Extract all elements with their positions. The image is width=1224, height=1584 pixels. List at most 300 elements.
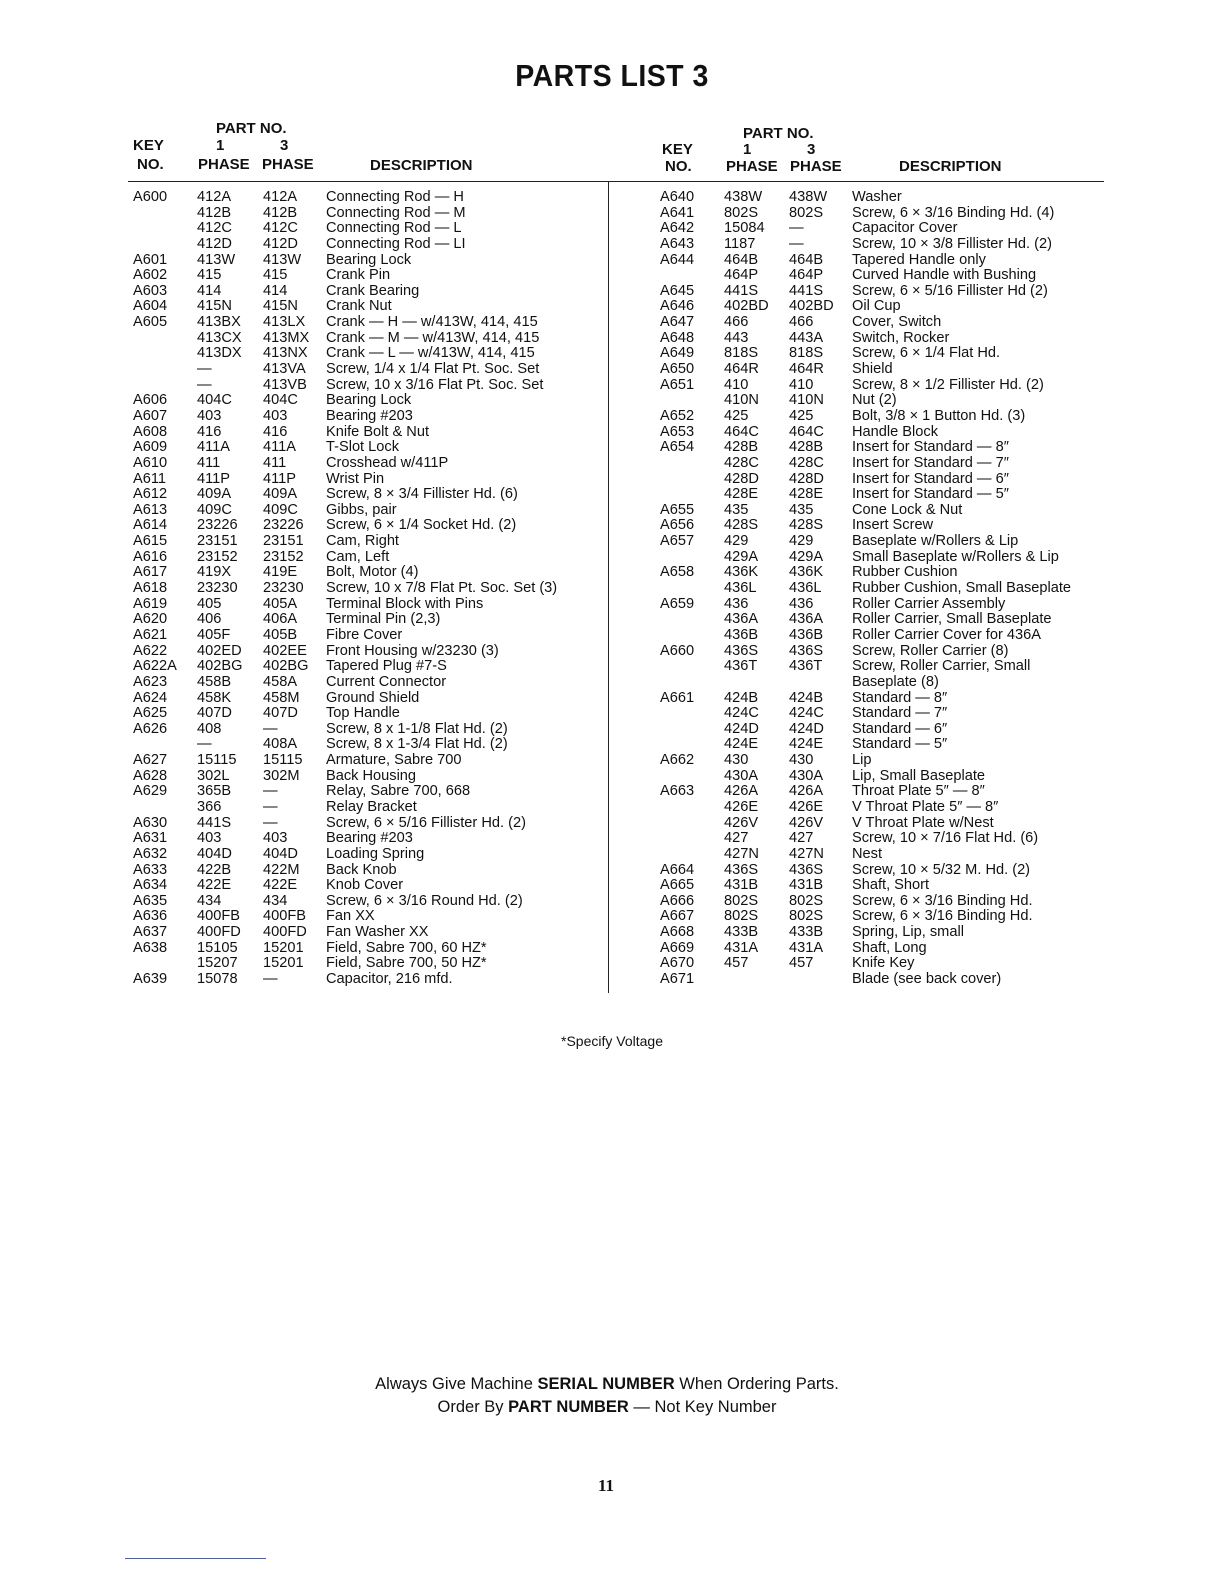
description: Relay Bracket (326, 798, 417, 815)
table-row (133, 941, 603, 957)
part-1-phase: — (197, 376, 212, 393)
part-3-phase: 403 (263, 830, 288, 847)
part-1-phase: 411 (197, 454, 221, 471)
key-no: A650 (660, 361, 695, 378)
part-3-phase: 458A (263, 673, 298, 690)
right-parts-table (660, 190, 1100, 988)
table-row (133, 518, 603, 534)
key-no: A657 (660, 533, 695, 550)
table-row (660, 956, 1100, 972)
description: Standard — 6″ (852, 720, 948, 737)
part-3-phase: 428S (789, 517, 824, 534)
key-no: A648 (660, 329, 695, 346)
part-3-phase: 425 (789, 407, 814, 424)
description: Wrist Pin (326, 470, 385, 487)
description: Baseplate w/Rollers & Lip (852, 533, 1019, 550)
description: Armature, Sabre 700 (326, 752, 462, 769)
table-row (660, 268, 1100, 284)
part-3-phase: 438W (789, 189, 828, 205)
description: Lip, Small Baseplate (852, 767, 986, 784)
part-1-phase: 436 (724, 595, 749, 612)
part-1-phase: 422E (197, 877, 232, 894)
table-row (133, 206, 603, 222)
description: Back Knob (326, 861, 397, 878)
part-3-phase: 409C (263, 501, 298, 518)
part-1-phase: 15207 (197, 955, 238, 972)
key-no: A635 (133, 892, 168, 909)
part-3-phase: 424D (789, 720, 824, 737)
right-header-no: NO. (665, 158, 692, 175)
part-3-phase: 415 (263, 267, 288, 284)
part-1-phase: 302L (197, 767, 230, 784)
part-1-phase: 427 (724, 830, 749, 847)
table-row (133, 440, 603, 456)
table-row (133, 331, 603, 347)
part-1-phase: 436S (724, 642, 759, 659)
left-header-phase1-num: 1 (216, 137, 225, 154)
description: Bearing Lock (326, 251, 412, 268)
part-3-phase: 464C (789, 423, 824, 440)
part-1-phase: 412C (197, 220, 232, 237)
description: Crank Pin (326, 267, 391, 284)
table-row (660, 737, 1100, 753)
description: Switch, Rocker (852, 329, 950, 346)
table-row (660, 659, 1100, 675)
part-1-phase: 404C (197, 392, 232, 409)
table-row (133, 346, 603, 362)
key-no: A668 (660, 924, 695, 941)
key-no: A623 (133, 673, 168, 690)
part-3-phase: 433B (789, 924, 824, 941)
table-row (660, 440, 1100, 456)
key-no: A605 (133, 314, 168, 331)
key-no: A652 (660, 407, 695, 424)
part-1-phase: 413CX (197, 329, 242, 346)
table-row (133, 237, 603, 253)
table-row (660, 878, 1100, 894)
part-1-phase: 428B (724, 439, 759, 456)
part-1-phase: 818S (724, 345, 759, 362)
table-row (133, 299, 603, 315)
part-3-phase: 408A (263, 736, 298, 753)
description: Gibbs, pair (326, 501, 397, 518)
part-3-phase: 431A (789, 939, 824, 956)
table-row (133, 894, 603, 910)
description: Roller Carrier Cover for 436A (852, 626, 1041, 643)
part-3-phase: 426E (789, 798, 824, 815)
description: V Throat Plate w/Nest (852, 814, 994, 831)
part-1-phase: 424B (724, 689, 759, 706)
description: Screw, 6 × 1/4 Flat Hd. (852, 345, 1001, 362)
table-row (660, 706, 1100, 722)
table-row (660, 331, 1100, 347)
part-3-phase: 23226 (263, 517, 304, 534)
part-1-phase: 802S (724, 908, 759, 925)
part-3-phase: 422E (263, 877, 298, 894)
description: Fan Washer XX (326, 924, 429, 941)
description: Relay, Sabre 700, 668 (326, 783, 471, 800)
description: Connecting Rod — M (326, 204, 466, 221)
part-1-phase: 438W (724, 189, 763, 205)
table-row (660, 941, 1100, 957)
part-3-phase: — (263, 798, 278, 815)
part-1-phase: 23151 (197, 533, 238, 550)
part-3-phase: 402BD (789, 298, 834, 315)
key-no: A608 (133, 423, 168, 440)
order-instruction-2 (0, 1398, 1214, 1417)
table-row (660, 628, 1100, 644)
description: Fan XX (326, 908, 375, 925)
part-3-phase: 429 (789, 533, 814, 550)
description: Field, Sabre 700, 50 HZ* (326, 955, 487, 972)
description: Screw, 8 x 1-3/4 Flat Hd. (2) (326, 736, 508, 753)
part-1-phase: 433B (724, 924, 759, 941)
table-row (133, 972, 603, 988)
order-line2-pre: Order By (437, 1398, 509, 1416)
key-no: A631 (133, 830, 168, 847)
description: Screw, 6 × 3/16 Binding Hd. (852, 892, 1033, 909)
part-3-phase: 23230 (263, 580, 304, 597)
description: Insert for Standard — 8″ (852, 439, 1009, 456)
right-header-phase-3: PHASE (790, 158, 842, 175)
description: Connecting Rod — H (326, 189, 464, 205)
part-3-phase: 15115 (263, 752, 303, 769)
part-3-phase: 431B (789, 877, 824, 894)
order-instruction-1 (0, 1375, 1214, 1394)
key-no: A642 (660, 220, 695, 237)
key-no: A627 (133, 752, 168, 769)
description: Terminal Block with Pins (326, 595, 484, 612)
part-3-phase: 435 (789, 501, 814, 518)
key-no: A613 (133, 501, 168, 518)
part-1-phase: 15115 (197, 752, 237, 769)
part-3-phase: 410 (789, 376, 814, 393)
table-row (133, 878, 603, 894)
part-3-phase: — (263, 783, 278, 800)
key-no: A651 (660, 376, 695, 393)
part-1-phase: 405F (197, 626, 231, 643)
part-3-phase: 413VB (263, 376, 307, 393)
part-1-phase: 443 (724, 329, 749, 346)
part-1-phase: 464P (724, 267, 759, 284)
table-row (133, 847, 603, 863)
key-no: A663 (660, 783, 695, 800)
key-no: A624 (133, 689, 168, 706)
description: Cam, Left (326, 548, 390, 565)
part-1-phase: 410N (724, 392, 759, 409)
part-3-phase: 413LX (263, 314, 306, 331)
key-no: A606 (133, 392, 168, 409)
key-no: A649 (660, 345, 695, 362)
part-3-phase: 419E (263, 564, 298, 581)
description: Screw, Roller Carrier, Small (852, 658, 1031, 675)
page-number: 11 (597, 1476, 615, 1495)
left-header-key: KEY (133, 137, 164, 154)
description: Knife Bolt & Nut (326, 423, 430, 440)
description: Shaft, Short (852, 877, 930, 894)
table-row (133, 284, 603, 300)
table-row (133, 628, 603, 644)
part-1-phase: 411A (197, 439, 230, 456)
key-no: A643 (660, 235, 695, 252)
order-line1-bold: SERIAL NUMBER (537, 1375, 675, 1393)
part-3-phase: 410N (789, 392, 824, 409)
part-1-phase: 402BG (197, 658, 243, 675)
part-3-phase: 407D (263, 705, 298, 722)
table-row (133, 753, 603, 769)
key-no: A621 (133, 626, 168, 643)
key-no: A637 (133, 924, 168, 941)
part-3-phase: 436 (789, 595, 814, 612)
description: Shield (852, 361, 893, 378)
table-row (660, 206, 1100, 222)
part-3-phase: 404C (263, 392, 298, 409)
description: Rubber Cushion, Small Baseplate (852, 580, 1072, 597)
part-3-phase: 436S (789, 642, 824, 659)
table-row (660, 409, 1100, 425)
table-row (660, 972, 1100, 988)
part-3-phase: 466 (789, 314, 814, 331)
table-row (133, 925, 603, 941)
part-3-phase: 411 (263, 454, 287, 471)
part-1-phase: 405 (197, 595, 222, 612)
key-no: A607 (133, 407, 168, 424)
key-no: A667 (660, 908, 695, 925)
part-3-phase: 405B (263, 626, 298, 643)
key-no: A609 (133, 439, 168, 456)
part-1-phase: 466 (724, 314, 749, 331)
description: Back Housing (326, 767, 417, 784)
description: Crosshead w/411P (326, 454, 449, 471)
part-3-phase: 458M (263, 689, 300, 706)
table-row (133, 659, 603, 675)
right-header-part-no: PART NO. (743, 125, 814, 142)
description: T-Slot Lock (326, 439, 399, 456)
table-row (660, 472, 1100, 488)
left-header-phase3-num: 3 (280, 137, 289, 154)
part-1-phase: 435 (724, 501, 749, 518)
part-3-phase: 405A (263, 595, 298, 612)
table-row (133, 378, 603, 394)
table-row (660, 722, 1100, 738)
part-3-phase: 23151 (263, 533, 304, 550)
description: Screw, 10 x 7/8 Flat Pt. Soc. Set (3) (326, 580, 558, 597)
part-1-phase: 412B (197, 204, 232, 221)
description: Current Connector (326, 673, 447, 690)
part-1-phase: 427N (724, 845, 759, 862)
table-row (133, 909, 603, 925)
key-no: A634 (133, 877, 168, 894)
key-no: A647 (660, 314, 695, 331)
right-header-phase-1: PHASE (726, 158, 778, 175)
part-1-phase: 23230 (197, 580, 238, 597)
key-no: A625 (133, 705, 168, 722)
part-1-phase: 406 (197, 611, 222, 628)
key-no: A654 (660, 439, 695, 456)
table-row (133, 362, 603, 378)
part-3-phase: 464B (789, 251, 824, 268)
table-row (133, 190, 603, 206)
key-no: A661 (660, 689, 695, 706)
table-row (133, 315, 603, 331)
part-3-phase: 426A (789, 783, 824, 800)
table-row (660, 565, 1100, 581)
right-header-phase1-num: 1 (743, 141, 752, 158)
table-row (660, 393, 1100, 409)
description: Washer (852, 189, 902, 205)
table-row (133, 409, 603, 425)
left-header-phase-1: PHASE (198, 156, 250, 173)
description: Bearing Lock (326, 392, 412, 409)
key-no: A614 (133, 517, 168, 534)
part-3-phase: 441S (789, 282, 824, 299)
part-3-phase: 413VA (263, 361, 306, 378)
table-row (660, 863, 1100, 879)
table-row (133, 863, 603, 879)
table-row (133, 503, 603, 519)
part-3-phase: 428B (789, 439, 824, 456)
order-line1-pre: Always Give Machine (375, 1375, 538, 1393)
table-row (133, 722, 603, 738)
table-row (660, 315, 1100, 331)
part-1-phase: 428S (724, 517, 759, 534)
part-3-phase: 412A (263, 189, 298, 205)
part-3-phase: 424E (789, 736, 824, 753)
part-3-phase: 426V (789, 814, 824, 831)
key-no: A641 (660, 204, 695, 221)
key-no: A646 (660, 298, 695, 315)
description: Bolt, Motor (4) (326, 564, 419, 581)
part-1-phase: 409A (197, 486, 232, 503)
part-1-phase: 410 (724, 376, 749, 393)
key-no: A626 (133, 720, 168, 737)
description: Screw, 6 × 3/16 Binding Hd. (4) (852, 204, 1055, 221)
table-row (133, 706, 603, 722)
part-1-phase: 422B (197, 861, 232, 878)
description: Screw, 10 × 3/8 Fillister Hd. (2) (852, 235, 1052, 252)
part-3-phase: 436S (789, 861, 824, 878)
table-row (660, 847, 1100, 863)
part-3-phase: 411P (263, 470, 296, 487)
table-row (133, 691, 603, 707)
part-1-phase: 407D (197, 705, 232, 722)
key-no: A604 (133, 298, 168, 315)
description: Fibre Cover (326, 626, 403, 643)
table-row (660, 550, 1100, 566)
part-3-phase: 402BG (263, 658, 309, 675)
key-no: A671 (660, 971, 695, 988)
description: Small Baseplate w/Rollers & Lip (852, 548, 1059, 565)
key-no: A632 (133, 845, 168, 862)
part-1-phase: 15105 (197, 939, 238, 956)
key-no: A630 (133, 814, 168, 831)
description: Curved Handle with Bushing (852, 267, 1037, 284)
order-line2-bold: PART NUMBER (508, 1398, 629, 1416)
part-3-phase: 400FD (263, 924, 307, 941)
key-no: A644 (660, 251, 695, 268)
part-3-phase: 404D (263, 845, 298, 862)
table-row (660, 597, 1100, 613)
part-1-phase: 424D (724, 720, 759, 737)
description: Knife Key (852, 955, 915, 972)
part-3-phase: 422M (263, 861, 300, 878)
table-row (660, 362, 1100, 378)
order-line1-post: When Ordering Parts. (674, 1375, 839, 1393)
table-row (133, 644, 603, 660)
table-row (660, 299, 1100, 315)
part-1-phase: 366 (197, 798, 222, 815)
part-1-phase: 441S (724, 282, 759, 299)
description: Crank — L — w/413W, 414, 415 (326, 345, 535, 362)
table-row (660, 346, 1100, 362)
description: Knob Cover (326, 877, 404, 894)
part-1-phase: 430A (724, 767, 759, 784)
part-3-phase: — (263, 814, 278, 831)
part-1-phase: 436B (724, 626, 759, 643)
part-3-phase: 427 (789, 830, 814, 847)
part-1-phase: 425 (724, 407, 749, 424)
description: Insert for Standard — 5″ (852, 486, 1009, 503)
description: Screw, 8 × 3/4 Fillister Hd. (6) (326, 486, 518, 503)
description: Terminal Pin (2,3) (326, 611, 441, 628)
key-no: A664 (660, 861, 695, 878)
part-3-phase: 436B (789, 626, 824, 643)
table-row (133, 565, 603, 581)
part-1-phase: 415 (197, 267, 222, 284)
part-3-phase: 424B (789, 689, 824, 706)
part-1-phase: 23152 (197, 548, 238, 565)
part-3-phase: 15201 (263, 955, 304, 972)
description: Cam, Right (326, 533, 399, 550)
key-no: A622A (133, 658, 177, 675)
table-row (660, 816, 1100, 832)
part-1-phase: 15078 (197, 971, 238, 988)
table-row (660, 909, 1100, 925)
table-row (660, 534, 1100, 550)
table-row (660, 800, 1100, 816)
description: Blade (see back cover) (852, 971, 1002, 988)
part-3-phase: — (263, 971, 278, 988)
key-no: A659 (660, 595, 695, 612)
description: Standard — 8″ (852, 689, 948, 706)
part-1-phase: 426V (724, 814, 759, 831)
description: Screw, 6 × 5/16 Fillister Hd (2) (852, 282, 1048, 299)
description: Capacitor, 216 mfd. (326, 971, 453, 988)
part-3-phase: 464R (789, 361, 824, 378)
part-3-phase: 802S (789, 892, 824, 909)
key-no: A618 (133, 580, 168, 597)
table-row (133, 800, 603, 816)
description: Screw, Roller Carrier (8) (852, 642, 1009, 659)
part-3-phase: 414 (263, 282, 288, 299)
description: Loading Spring (326, 845, 425, 862)
part-1-phase: 426A (724, 783, 759, 800)
part-3-phase: 428D (789, 470, 824, 487)
part-3-phase: 818S (789, 345, 824, 362)
table-row (133, 784, 603, 800)
part-3-phase: 428E (789, 486, 824, 503)
table-row (133, 612, 603, 628)
description: Bearing #203 (326, 830, 413, 847)
description: Screw, 8 × 1/2 Fillister Hd. (2) (852, 376, 1044, 393)
description: Screw, 6 × 5/16 Fillister Hd. (2) (326, 814, 526, 831)
part-3-phase: — (789, 235, 804, 252)
part-3-phase: 457 (789, 955, 814, 972)
key-no: A633 (133, 861, 168, 878)
part-3-phase: 428C (789, 454, 824, 471)
table-row (133, 831, 603, 847)
key-no: A602 (133, 267, 168, 284)
